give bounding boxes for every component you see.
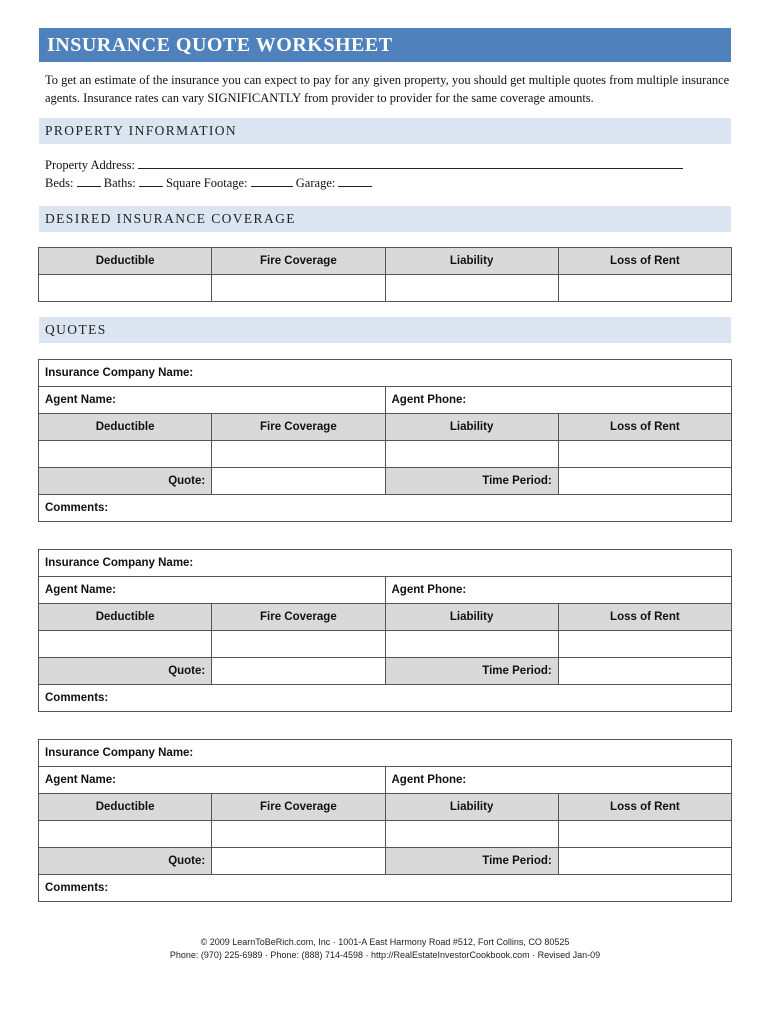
property-address-line — [45, 157, 683, 173]
quotes-section-header — [39, 317, 731, 343]
col-fire-coverage: Fire Coverage — [212, 604, 385, 631]
col-liability: Liability — [385, 604, 558, 631]
company-name-field[interactable]: Insurance Company Name: — [39, 740, 732, 767]
deductible-input[interactable] — [39, 275, 212, 302]
agent-phone-field[interactable]: Agent Phone: — [385, 387, 732, 414]
beds-label: Beds: — [45, 176, 74, 190]
quotes-heading: QUOTES — [45, 322, 107, 337]
agent-phone-field[interactable]: Agent Phone: — [385, 577, 732, 604]
coverage-value-row — [39, 275, 732, 302]
beds-field[interactable] — [77, 175, 101, 187]
intro-text: To get an estimate of the insurance you can expect to pay for any given property, you should get multiple quotes from multiple insurance agents. Insurance rates can vary SIGNIFICANTLY from provider to provider for the same coverage amounts. — [45, 73, 730, 105]
deductible-input[interactable] — [39, 441, 212, 468]
col-fire-coverage: Fire Coverage — [212, 414, 385, 441]
quote-input[interactable] — [212, 658, 385, 685]
agent-name-field[interactable]: Agent Name: — [39, 767, 386, 794]
company-name-field[interactable]: Insurance Company Name: — [39, 360, 732, 387]
comments-field[interactable]: Comments: — [39, 495, 732, 522]
col-liability: Liability — [385, 414, 558, 441]
quote-block — [38, 359, 732, 522]
quote-label: Quote: — [39, 658, 212, 685]
garage-field[interactable] — [338, 175, 372, 187]
coverage-section-header — [39, 206, 731, 232]
footer-address: © 2009 LearnToBeRich.com, Inc · 1001-A East Harmony Road #512, Fort Collins, CO 80525 — [200, 937, 570, 947]
sqft-field[interactable] — [251, 175, 293, 187]
comments-field[interactable]: Comments: — [39, 875, 732, 902]
col-fire-coverage: Fire Coverage — [212, 794, 385, 821]
deductible-input[interactable] — [39, 631, 212, 658]
col-fire-coverage: Fire Coverage — [212, 248, 385, 275]
liability-input[interactable] — [385, 275, 558, 302]
fire-coverage-input[interactable] — [212, 275, 385, 302]
liability-input[interactable] — [385, 821, 558, 848]
baths-label: Baths: — [103, 176, 136, 190]
fire-coverage-input[interactable] — [212, 821, 385, 848]
loss-of-rent-input[interactable] — [558, 441, 731, 468]
time-period-label: Time Period: — [385, 468, 558, 495]
property-details-line — [45, 175, 372, 191]
baths-field[interactable] — [139, 175, 163, 187]
property-heading: PROPERTY INFORMATION — [45, 123, 238, 138]
loss-of-rent-input[interactable] — [558, 631, 731, 658]
footer — [0, 936, 770, 962]
coverage-table — [38, 247, 732, 302]
agent-name-field[interactable]: Agent Name: — [39, 387, 386, 414]
col-deductible: Deductible — [39, 414, 212, 441]
address-label: Property Address: — [45, 158, 135, 172]
quote-block — [38, 549, 732, 712]
quote-input[interactable] — [212, 468, 385, 495]
quote-label: Quote: — [39, 848, 212, 875]
coverage-heading: DESIRED INSURANCE COVERAGE — [45, 211, 296, 226]
col-deductible: Deductible — [39, 794, 212, 821]
col-deductible: Deductible — [39, 604, 212, 631]
quote-input[interactable] — [212, 848, 385, 875]
coverage-header-row — [39, 248, 732, 275]
col-loss-of-rent: Loss of Rent — [558, 414, 731, 441]
sqft-label: Square Footage: — [165, 176, 248, 190]
address-field[interactable] — [138, 157, 683, 169]
quote-label: Quote: — [39, 468, 212, 495]
col-loss-of-rent: Loss of Rent — [558, 248, 731, 275]
time-period-label: Time Period: — [385, 658, 558, 685]
fire-coverage-input[interactable] — [212, 631, 385, 658]
time-period-label: Time Period: — [385, 848, 558, 875]
col-loss-of-rent: Loss of Rent — [558, 604, 731, 631]
footer-contact: Phone: (970) 225-6989 · Phone: (888) 714-4598 · http://RealEstateInvestorCookbook.com · Revised Jan-09 — [169, 950, 601, 960]
time-period-input[interactable] — [558, 468, 731, 495]
agent-phone-field[interactable]: Agent Phone: — [385, 767, 732, 794]
company-name-field[interactable]: Insurance Company Name: — [39, 550, 732, 577]
liability-input[interactable] — [385, 441, 558, 468]
deductible-input[interactable] — [39, 821, 212, 848]
col-liability: Liability — [385, 794, 558, 821]
comments-field[interactable]: Comments: — [39, 685, 732, 712]
col-liability: Liability — [385, 248, 558, 275]
loss-of-rent-input[interactable] — [558, 275, 731, 302]
fire-coverage-input[interactable] — [212, 441, 385, 468]
col-deductible: Deductible — [39, 248, 212, 275]
liability-input[interactable] — [385, 631, 558, 658]
quote-block — [38, 739, 732, 902]
garage-label: Garage: — [295, 176, 336, 190]
property-section-header — [39, 118, 731, 144]
page-title: INSURANCE QUOTE WORKSHEET — [47, 33, 393, 56]
title-bar — [39, 28, 731, 62]
loss-of-rent-input[interactable] — [558, 821, 731, 848]
time-period-input[interactable] — [558, 848, 731, 875]
col-loss-of-rent: Loss of Rent — [558, 794, 731, 821]
agent-name-field[interactable]: Agent Name: — [39, 577, 386, 604]
time-period-input[interactable] — [558, 658, 731, 685]
